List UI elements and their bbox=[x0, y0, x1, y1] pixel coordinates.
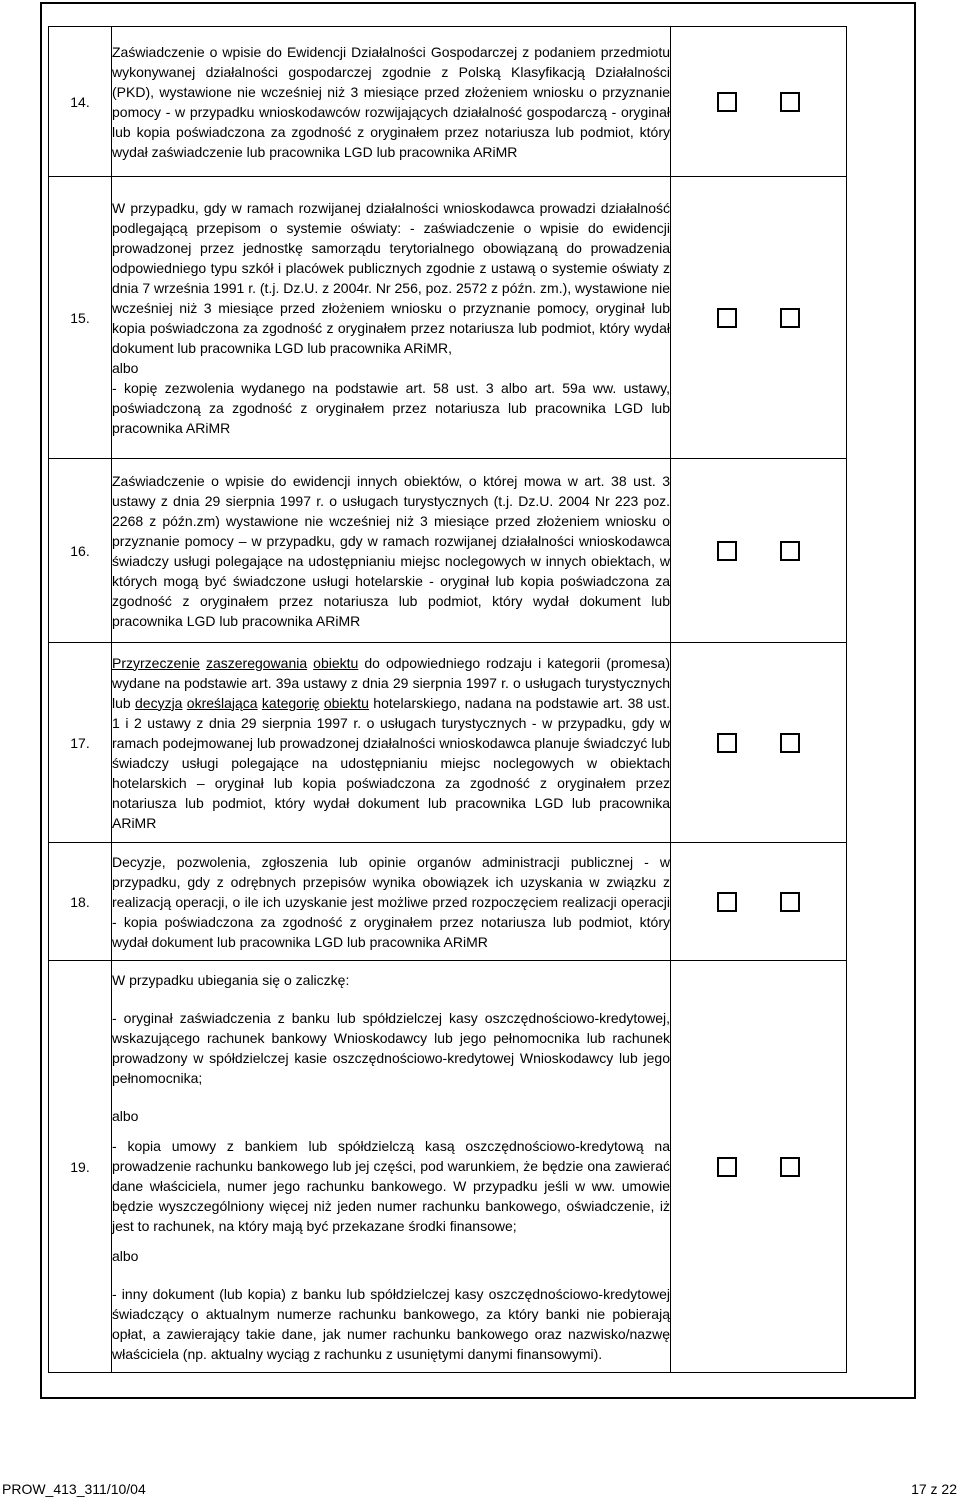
table-row bbox=[49, 843, 847, 961]
checkbox-yes[interactable] bbox=[717, 892, 737, 912]
document-frame bbox=[40, 2, 916, 1399]
row-description: Przyrzeczenie zaszeregowania obiektu do odpowiedniego rodzaju i kategorii (promesa) wydane na podstawie art. 39a ustawy z dnia 29 sierpnia 1997 r. o usługach turystycznych lub decyzja określająca kategorię obiektu hotelarskiego, nadana na podstawie art. 38 ust. 1 i 2 ustawy z dnia 29 sierpnia 1997 r. o usługach turystycznych - w przypadku, gdy w ramach podejmowanej lub prowadzonej działalności wnioskodawca planuje świadczyć lub świadczy usługi polegające na udostępnianiu miejsc noclegowych w obiektach hotelarskich – oryginał lub kopia poświadczona za zgodność z oryginałem przez notariusza lub podmiot, który wydał dokument lub pracownika LGD lub pracownika ARiMR bbox=[112, 643, 671, 843]
row-number: 16. bbox=[49, 459, 112, 643]
checkbox-no[interactable] bbox=[780, 308, 800, 328]
row-number: 15. bbox=[49, 177, 112, 459]
checkbox-yes[interactable] bbox=[717, 541, 737, 561]
documents-table bbox=[48, 26, 847, 1373]
row-number: 14. bbox=[49, 27, 112, 177]
row-description: Zaświadczenie o wpisie do Ewidencji Działalności Gospodarczej z podaniem przedmiotu wykonywanej działalności gospodarczej zgodnie z Polską Klasyfikacją Działalności (PKD), wystawione nie wcześniej niż 3 miesiące przed złożeniem wniosku o przyznanie pomocy - w przypadku wnioskodawców rozwijających działalność gospodarczą - oryginał lub kopia poświadczona za zgodność z oryginałem przez notariusza lub podmiot, który wydał zaświadczenie lub pracownika LGD lub pracownika ARiMR bbox=[112, 27, 671, 177]
checkbox-yes[interactable] bbox=[717, 92, 737, 112]
table-row bbox=[49, 961, 847, 1373]
row-description: Zaświadczenie o wpisie do ewidencji innych obiektów, o której mowa w art. 38 ust. 3 ustawy z dnia 29 sierpnia 1997 r. o usługach turystycznych (t.j. Dz.U. 2004 Nr 223 poz. 2268 z późn.zm) wystawione nie wcześniej niż 3 miesiące przed złożeniem wniosku o przyznanie pomocy – w przypadku, gdy w ramach rozwijanej działalności wnioskodawca świadczy usługi polegające na udostępnianiu miejsc noclegowych w innych obiektach, w których mogą być świadczone usługi hotelarskie - oryginał lub kopia poświadczona za zgodność z oryginałem przez notariusza lub podmiot, który wydał dokument lub pracownika LGD lub pracownika ARiMR bbox=[112, 459, 671, 643]
document-code: PROW_413_311/10/04 bbox=[2, 1481, 146, 1497]
checkbox-no[interactable] bbox=[780, 892, 800, 912]
row-number: 17. bbox=[49, 643, 112, 843]
row-description: Decyzje, pozwolenia, zgłoszenia lub opinie organów administracji publicznej - w przypadku, gdy z odrębnych przepisów wynika obowiązek ich uzyskania w związku z realizacją operacji, o ile ich uzyskanie jest możliwe przed rozpoczęciem realizacji operacji - kopia poświadczona za zgodność z oryginałem przez notariusza lub podmiot, który wydał dokument lub pracownika LGD lub pracownika ARiMR bbox=[112, 843, 671, 961]
checkbox-no[interactable] bbox=[780, 1157, 800, 1177]
row-description: W przypadku, gdy w ramach rozwijanej działalności wnioskodawca prowadzi działalność podlegającą przepisom o systemie oświaty: - zaświadczenie o wpisie do ewidencji prowadzonej przez jednostkę samorządu terytorialnego obowiązaną do prowadzenia odpowiedniego typu szkół i placówek publicznych zgodnie z ustawą o systemie oświaty z dnia 7 września 1991 r. (t.j. Dz.U. z 2004r. Nr 256, poz. 2572 z późn. zm.), wystawione nie wcześniej niż 3 miesiące przed złożeniem wniosku o przyznanie pomocy, oryginał lub kopia poświadczona za zgodność z oryginałem przez notariusza lub podmiot, który wydał dokument lub pracownika LGD lub pracownika ARiMR, albo - kopię zezwolenia wydanego na podstawie art. 58 ust. 3 albo art. 59a ww. ustawy, poświadczoną za zgodność z oryginałem przez notariusza lub pracownika LGD lub pracownika ARiMR bbox=[112, 177, 671, 459]
checkbox-yes[interactable] bbox=[717, 733, 737, 753]
row-number: 18. bbox=[49, 843, 112, 961]
checkbox-no[interactable] bbox=[780, 541, 800, 561]
row-description: W przypadku ubiegania się o zaliczkę: - oryginał zaświadczenia z banku lub spółdzielczej kasy oszczędnościowo-kredytowej, wskazującego rachunek bankowy Wnioskodawcy lub jego pełnomocnika lub rachunek prowadzony w spółdzielczej kasie oszczędnościowo-kredytowej Wnioskodawcy lub jego pełnomocnika; albo - kopia umowy z bankiem lub spółdzielczą kasą oszczędnościowo-kredytową na prowadzenie rachunku bankowego lub jej części, pod warunkiem, że będzie ona zawierać dane właściciela, numer jego rachunku bankowego. W przypadku jeśli w ww. umowie będzie wyszczególniony więcej niż jeden numer rachunku bankowego, oświadczenie, iż jest to rachunek, na który mają być przekazane środki finansowe; albo - inny dokument (lub kopia) z banku lub spółdzielczej kasy oszczędnościowo-kredytowej świadczący o aktualnym numerze rachunku bankowego, za który banki nie pobierają opłat, a zawierający takie dane, jak numer rachunku bankowego oraz nazwisko/nazwę właściciela (np. aktualny wyciąg z rachunku z usuniętymi danymi finansowymi). bbox=[112, 961, 671, 1373]
page-number: 17 z 22 bbox=[911, 1481, 957, 1497]
checkbox-no[interactable] bbox=[780, 733, 800, 753]
table-row bbox=[49, 27, 847, 177]
table-row bbox=[49, 459, 847, 643]
table-row bbox=[49, 643, 847, 843]
table-row bbox=[49, 177, 847, 459]
checkbox-no[interactable] bbox=[780, 92, 800, 112]
checkbox-yes[interactable] bbox=[717, 308, 737, 328]
row-number: 19. bbox=[49, 961, 112, 1373]
checkbox-yes[interactable] bbox=[717, 1157, 737, 1177]
